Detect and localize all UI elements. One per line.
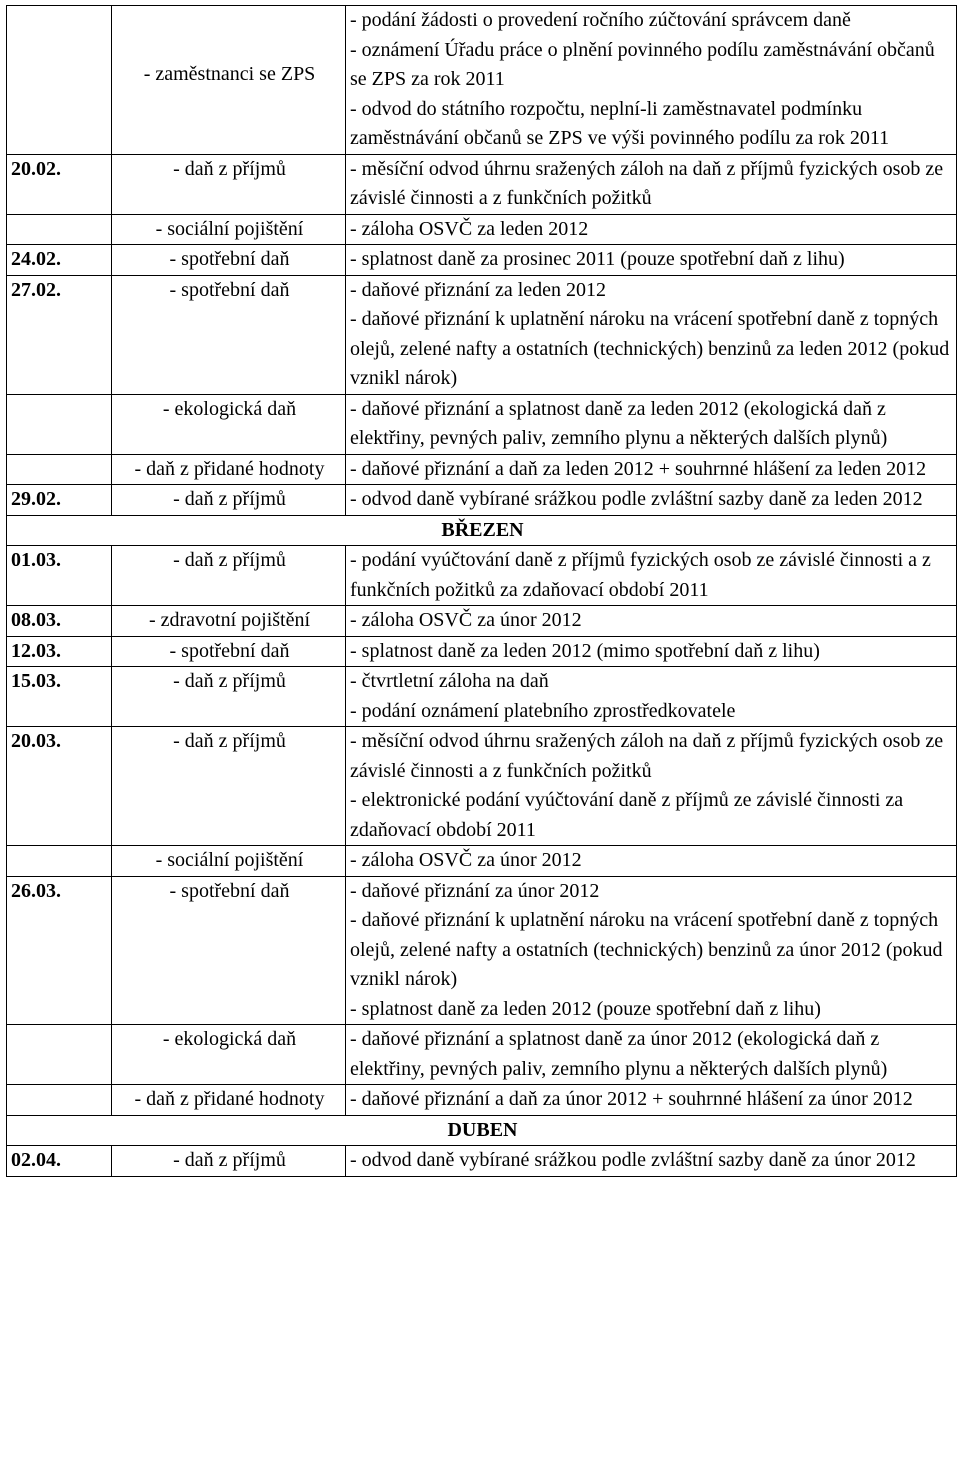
obligation-list (346, 667, 957, 727)
deadline-date: 01.03. (7, 546, 112, 606)
tax-category: - zaměstnanci se ZPS (112, 6, 346, 155)
deadline-row (7, 1146, 957, 1177)
obligation-list (346, 727, 957, 846)
obligation-item: - splatnost daně za leden 2012 (pouze spotřební daň z lihu) (350, 997, 821, 1020)
deadline-row (7, 454, 957, 485)
deadline-row (7, 394, 957, 454)
obligation-item: - záloha OSVČ za únor 2012 (350, 849, 582, 871)
obligation-list (346, 846, 957, 877)
month-heading: DUBEN (7, 1115, 957, 1146)
obligation-list (346, 1085, 957, 1116)
obligation-list (346, 6, 957, 155)
obligation-list (346, 275, 957, 394)
tax-category: - daň z příjmů (112, 154, 346, 214)
tax-category: - spotřební daň (112, 275, 346, 394)
obligation-item: - oznámení Úřadu práce o plnění povinného podílu zaměstnávání občanů se ZPS za rok 2011 (350, 38, 935, 90)
deadline-row (7, 245, 957, 276)
tax-category: - daň z přidané hodnoty (112, 1085, 346, 1116)
deadline-date (7, 1025, 112, 1085)
obligation-item: - splatnost daně za leden 2012 (mimo spotřební daň z lihu) (350, 639, 820, 662)
tax-category: - daň z přidané hodnoty (112, 454, 346, 485)
deadline-date: 20.02. (7, 154, 112, 214)
tax-category: - spotřební daň (112, 245, 346, 276)
obligation-item: - splatnost daně za prosinec 2011 (pouze spotřební daň z lihu) (350, 248, 845, 270)
deadline-date (7, 846, 112, 877)
obligation-item: - odvod daně vybírané srážkou podle zvláštní sazby daně za leden 2012 (350, 488, 923, 510)
tax-category: - ekologická daň (112, 394, 346, 454)
tax-category: - daň z příjmů (112, 1146, 346, 1177)
deadline-row (7, 846, 957, 877)
obligation-list (346, 394, 957, 454)
obligation-item: - čtvrtletní záloha na daň (350, 670, 549, 692)
tax-category: - spotřební daň (112, 636, 346, 667)
deadline-date (7, 454, 112, 485)
obligation-item: - daňové přiznání za únor 2012 (350, 879, 600, 902)
tax-category: - zdravotní pojištění (112, 606, 346, 637)
obligation-list (346, 876, 957, 1025)
obligation-item: - elektronické podání vyúčtování daně z příjmů ze závislé činnosti za zdaňovací období 2011 (350, 789, 904, 841)
deadline-date: 08.03. (7, 606, 112, 637)
month-heading: BŘEZEN (7, 515, 957, 546)
deadline-date (7, 394, 112, 454)
deadline-date: 20.03. (7, 727, 112, 846)
deadline-row (7, 727, 957, 846)
deadline-row (7, 1025, 957, 1085)
obligation-list (346, 546, 957, 606)
obligation-item: - odvod daně vybírané srážkou podle zvláštní sazby daně za únor 2012 (350, 1149, 916, 1171)
tax-category: - daň z příjmů (112, 667, 346, 727)
month-header-row (7, 1115, 957, 1146)
tax-category: - ekologická daň (112, 1025, 346, 1085)
tax-category: - daň z příjmů (112, 727, 346, 846)
obligation-item: - daňové přiznání a daň za únor 2012 + souhrnné hlášení za únor 2012 (350, 1088, 913, 1110)
tax-category: - sociální pojištění (112, 846, 346, 877)
tax-calendar-table (6, 5, 957, 1177)
obligation-item: - podání oznámení platebního zprostředkovatele (350, 699, 736, 722)
obligation-item: - daňové přiznání k uplatnění nároku na vrácení spotřební daně z topných olejů, zelené nafty a ostatních (technických) benzinů za únor 2012 (pokud vznikl nárok) (350, 909, 943, 990)
deadline-row (7, 485, 957, 516)
deadline-date: 24.02. (7, 245, 112, 276)
obligation-item: - daňové přiznání k uplatnění nároku na vrácení spotřební daně z topných olejů, zelené nafty a ostatních (technických) benzinů za leden 2012 (pokud vznikl nárok) (350, 308, 950, 389)
obligation-item: - daňové přiznání za leden 2012 (350, 278, 607, 301)
deadline-row (7, 214, 957, 245)
deadline-row (7, 1085, 957, 1116)
tax-calendar (6, 5, 956, 1177)
obligation-list (346, 1025, 957, 1085)
deadline-row (7, 606, 957, 637)
deadline-row (7, 6, 957, 155)
obligation-item: - záloha OSVČ za leden 2012 (350, 217, 589, 240)
deadline-row (7, 876, 957, 1025)
deadline-date: 27.02. (7, 275, 112, 394)
obligation-item: - podání vyúčtování daně z příjmů fyzických osob ze závislé činnosti a z funkčních požitků za zdaňovací období 2011 (350, 549, 931, 601)
deadline-row (7, 275, 957, 394)
tax-category: - spotřební daň (112, 876, 346, 1025)
tax-category: - sociální pojištění (112, 214, 346, 245)
obligation-list (346, 606, 957, 637)
deadline-row (7, 636, 957, 667)
obligation-list (346, 154, 957, 214)
obligation-item: - měsíční odvod úhrnu sražených záloh na daň z příjmů fyzických osob ze závislé činnosti a z funkčních požitků (350, 730, 944, 782)
obligation-item: - podání žádosti o provedení ročního zúčtování správcem daně (350, 9, 851, 31)
deadline-date (7, 6, 112, 155)
month-header-row (7, 515, 957, 546)
tax-calendar-body (7, 6, 957, 1177)
deadline-date: 12.03. (7, 636, 112, 667)
obligation-item: - odvod do státního rozpočtu, neplní-li zaměstnavatel podmínku zaměstnávání občanů se ZPS ve výši povinného podílu za rok 2011 (350, 97, 890, 149)
deadline-date: 15.03. (7, 667, 112, 727)
deadline-date: 26.03. (7, 876, 112, 1025)
obligation-list (346, 485, 957, 516)
deadline-date: 29.02. (7, 485, 112, 516)
deadline-date (7, 1085, 112, 1116)
obligation-list (346, 1146, 957, 1177)
obligation-list (346, 245, 957, 276)
obligation-item: - měsíční odvod úhrnu sražených záloh na daň z příjmů fyzických osob ze závislé činnosti a z funkčních požitků (350, 157, 944, 209)
obligation-list (346, 636, 957, 667)
deadline-row (7, 546, 957, 606)
obligation-list (346, 454, 957, 485)
obligation-item: - daňové přiznání a daň za leden 2012 + souhrnné hlášení za leden 2012 (350, 457, 927, 480)
obligation-list (346, 214, 957, 245)
deadline-date: 02.04. (7, 1146, 112, 1177)
obligation-item: - daňové přiznání a splatnost daně za leden 2012 (ekologická daň z elektřiny, pevných paliv, zemního plynu a některých dalších plynů) (350, 397, 888, 449)
obligation-item: - záloha OSVČ za únor 2012 (350, 609, 582, 631)
obligation-item: - daňové přiznání a splatnost daně za únor 2012 (ekologická daň z elektřiny, pevných paliv, zemního plynu a některých dalších plynů) (350, 1028, 888, 1080)
deadline-row (7, 154, 957, 214)
tax-category: - daň z příjmů (112, 485, 346, 516)
deadline-date (7, 214, 112, 245)
tax-category: - daň z příjmů (112, 546, 346, 606)
deadline-row (7, 667, 957, 727)
